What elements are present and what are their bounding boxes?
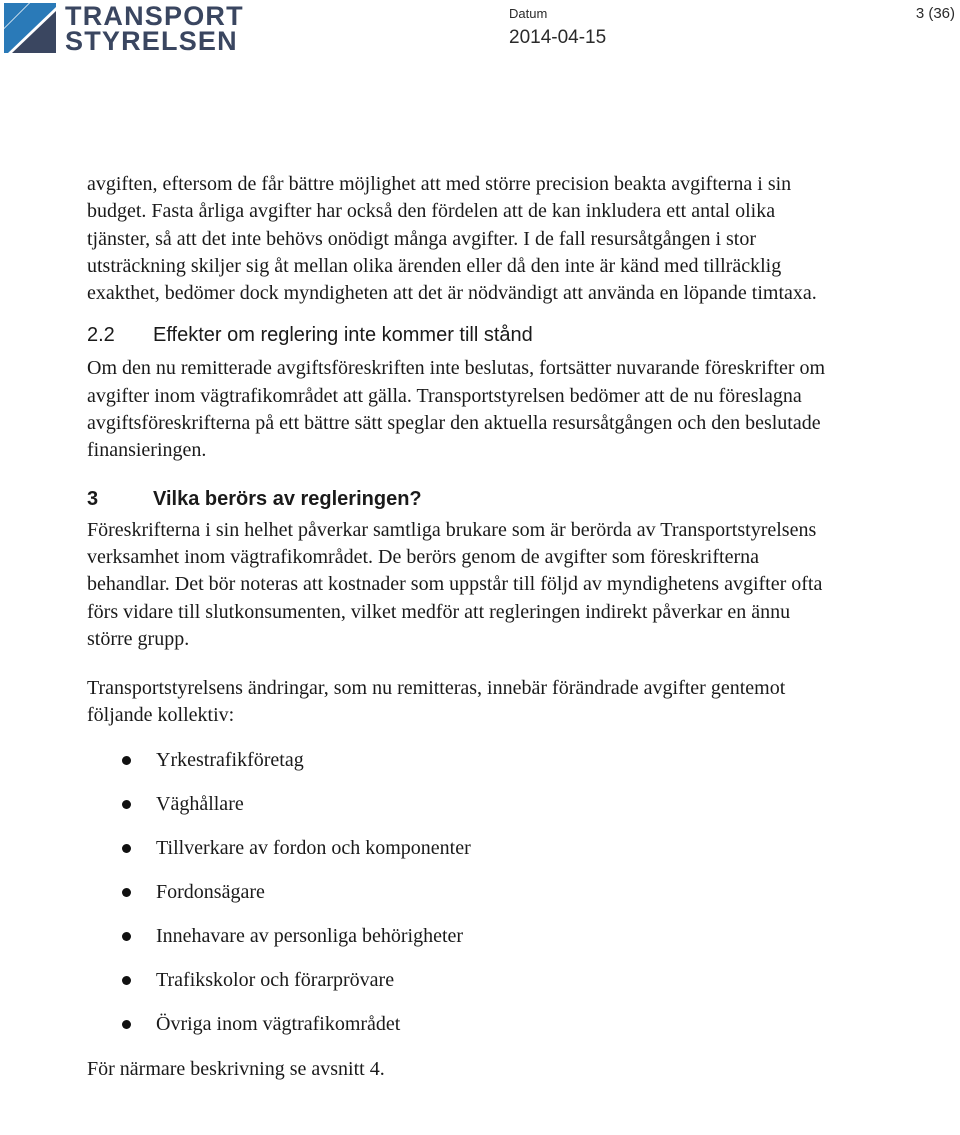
section-2-2-heading [87,323,827,347]
list-item-text: Väghållare [156,792,244,815]
bullet-icon [122,1020,131,1029]
list-item-text: Tillverkare av fordon och komponenter [156,836,471,859]
list-item-text: Innehavare av personliga behörigheter [156,924,464,947]
date-value: 2014-04-15 [509,27,607,48]
list-item-text: Fordonsägare [156,880,265,903]
list-item [87,1011,827,1055]
section-3-paragraph-1: Föreskrifterna i sin helhet påverkar samtliga brukare som är berörda av Transportstyrelsens verksamhet inom vägtrafikområdet. De berörs genom de avgifter som föreskrifterna behandlar. Det bör noteras att kostnader som uppstår till följd av myndighetens avgifter ofta förs vidare till slutkonsumenten, vilket medför att regleringen indirekt påverkar en ännu större grupp. [87,518,823,650]
date-block [509,6,606,49]
section-3-heading [87,487,827,511]
section-2-2-paragraph: Om den nu remitterade avgiftsföreskriften inte beslutas, fortsätter nuvarande föreskrifter om avgifter inom vägtrafikområdet att gälla. Transportstyrelsen bedömer att de nu föreslagna avgiftsföreskrifterna på ett bättre sätt speglar den aktuella resursåtgången och den beslutade finansieringen. [87,357,826,462]
list-item [87,791,827,835]
page-number: 3 (36) [915,5,955,22]
date-label: Datum [509,6,548,21]
bullet-icon [122,976,131,985]
list-item [87,747,827,791]
section-3-paragraph-2: Transportstyrelsens ändringar, som nu remitteras, innebär förändrade avgifter gentemot följande kollektiv: [87,677,786,727]
logo-mark-icon [4,3,56,53]
bullet-icon [122,932,131,941]
bullet-icon [122,756,131,765]
list-item [87,835,827,879]
section-2-2-number: 2.2 [87,324,115,347]
logo-text-line1: TRANSPORT [65,1,244,31]
list-item-text: Yrkestrafikföretag [156,748,304,771]
section-3-title: Vilka berörs av regleringen? [153,487,422,510]
bullet-icon [122,888,131,897]
document-body [87,171,827,1083]
transportstyrelsen-logo [4,1,244,56]
list-item [87,923,827,967]
section-2-2-title: Effekter om reglering inte kommer till stånd [153,324,533,347]
closing-paragraph: För närmare beskrivning se avsnitt 4. [87,1057,385,1080]
bullet-icon [122,800,131,809]
section-3-number: 3 [87,487,99,510]
intro-paragraph: avgiften, eftersom de får bättre möjlighet att med större precision beakta avgifterna i sin budget. Fasta årliga avgifter har också den fördelen att de kan inkludera ett antal olika tjänster, så att det inte behövs onödigt många avgifter. I de fall resursåtgången i stor utsträckning skiljer sig åt mellan olika ärenden eller då den inte är känd med tillräcklig exakthet, bedömer dock myndigheten att det är nödvändigt att använda en löpande timtaxa. [87,173,817,305]
affected-groups-list [87,747,827,1055]
list-item [87,879,827,923]
bullet-icon [122,844,131,853]
logo-text-line2: STYRELSEN [65,26,238,56]
list-item-text: Trafikskolor och förarprövare [156,968,395,991]
list-item-text: Övriga inom vägtrafikområdet [156,1012,401,1035]
list-item [87,967,827,1011]
